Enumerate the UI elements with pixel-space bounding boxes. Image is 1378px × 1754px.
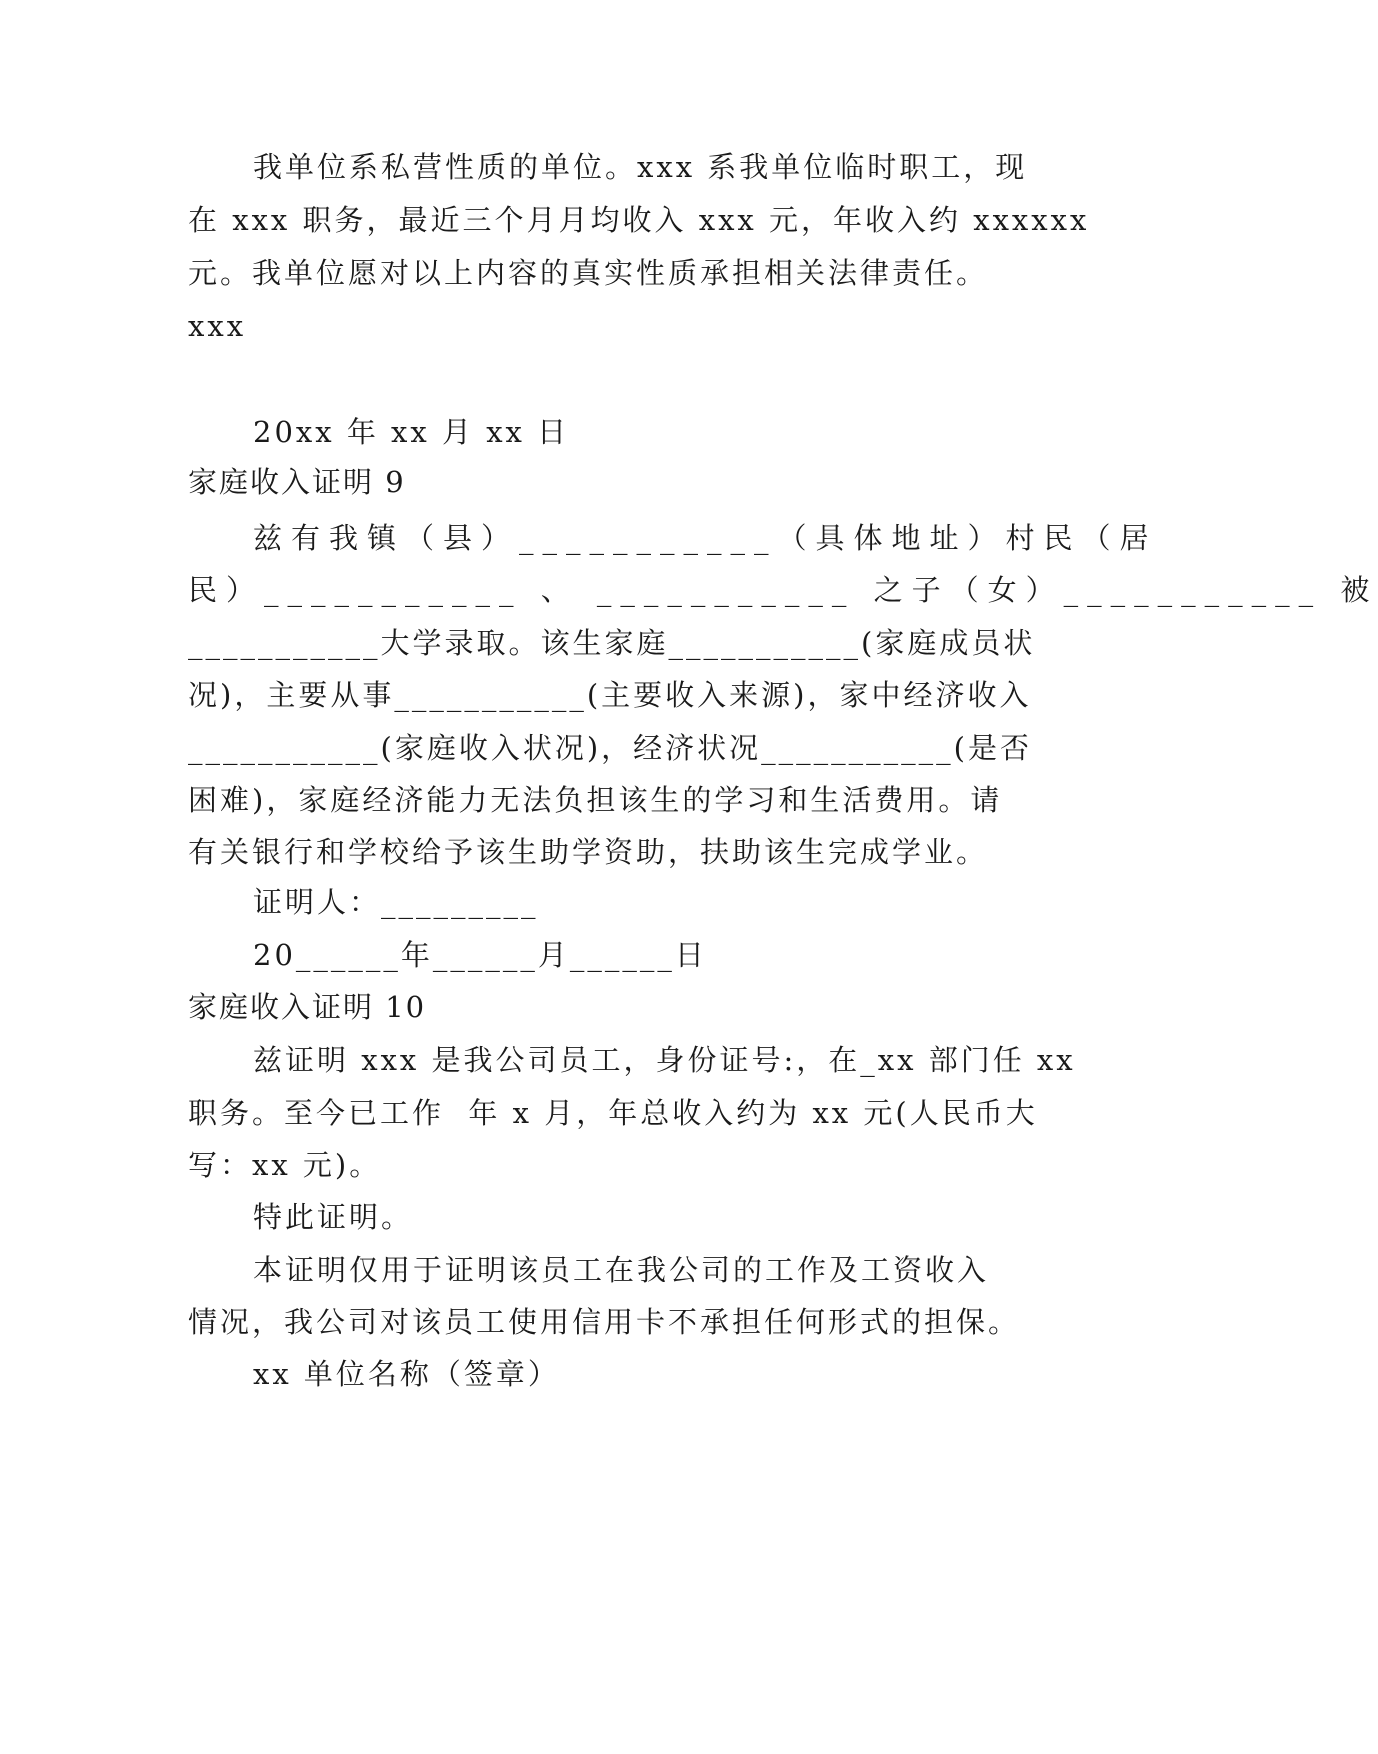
paragraph-10-line-3: 写：xx 元)。	[188, 1148, 382, 1182]
blank-date-line: 20______年______月______日	[253, 938, 707, 972]
section-title-10: 家庭收入证明 10	[188, 990, 427, 1024]
paragraph-1-line-1: 我单位系私营性质的单位。xxx 系我单位临时职工，现	[253, 150, 1028, 184]
paragraph-10b-line-2: 情况，我公司对该员工使用信用卡不承担任何形式的担保。	[188, 1305, 1021, 1339]
paragraph-10-line-2: 职务。至今已工作 年 x 月，年总收入约为 xx 元(人民币大	[188, 1096, 1038, 1130]
signer-name: xxx	[188, 309, 247, 343]
paragraph-10b-line-1: 本证明仅用于证明该员工在我公司的工作及工资收入	[253, 1253, 990, 1287]
unit-seal-line: xx 单位名称（签章）	[253, 1357, 560, 1391]
paragraph-9-line-3: ___________大学录取。该生家庭___________(家庭成员状	[188, 626, 1036, 660]
section-title-9: 家庭收入证明 9	[188, 465, 406, 499]
certifier-line: 证明人：_________	[253, 885, 539, 919]
paragraph-1-line-2: 在 xxx 职务，最近三个月月均收入 xxx 元，年收入约 xxxxxx	[188, 203, 1090, 237]
paragraph-10-line-1: 兹证明 xxx 是我公司员工，身份证号:，在_xx 部门任 xx	[253, 1043, 1076, 1077]
paragraph-1-line-3: 元。我单位愿对以上内容的真实性质承担相关法律责任。	[188, 256, 989, 290]
paragraph-9-line-5: ___________(家庭收入状况)，经济状况___________(是否	[188, 731, 1032, 765]
paragraph-9-line-4: 况)，主要从事___________(主要收入来源)，家中经济收入	[188, 678, 1032, 712]
paragraph-9-line-2: 民）___________ 、 ___________ 之子（女）___________ 被	[188, 573, 1378, 607]
paragraph-9-line-7: 有关银行和学校给予该生助学资助，扶助该生完成学业。	[188, 835, 989, 869]
paragraph-9-line-6: 困难)，家庭经济能力无法负担该生的学习和生活费用。请	[188, 783, 1003, 817]
paragraph-9-line-1: 兹有我镇（县）___________（具体地址）村民（居	[253, 521, 1158, 555]
date-line: 20xx 年 xx 月 xx 日	[253, 415, 570, 449]
special-certification: 特此证明。	[253, 1200, 414, 1234]
